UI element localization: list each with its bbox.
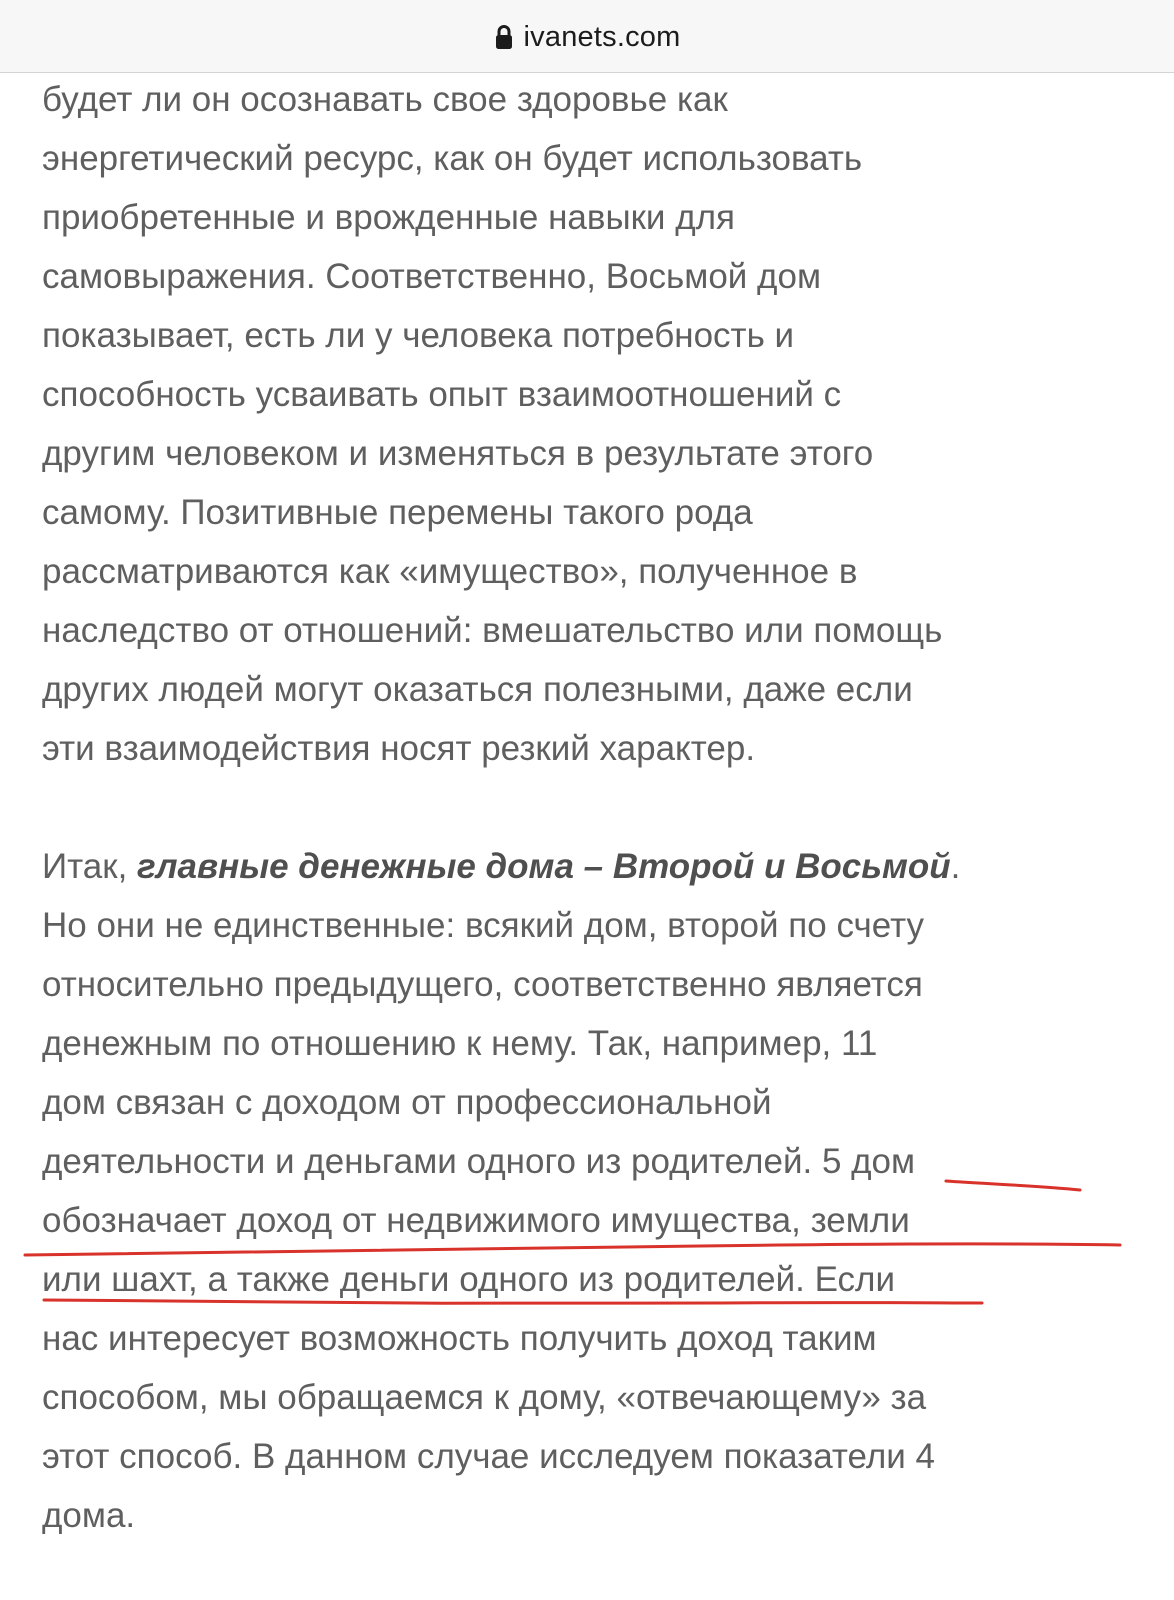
text-line: энергетический ресурс, как он будет использовать — [42, 139, 863, 178]
paragraph-spacer — [42, 778, 1122, 837]
article-body — [42, 70, 1122, 1545]
lock-icon — [494, 24, 514, 50]
text-line: другим человеком и изменяться в результате этого — [42, 434, 874, 473]
text-line: эти взаимодействия носят резкий характер. — [42, 729, 756, 768]
text-line: показывает, есть ли у человека потребность и — [42, 316, 795, 355]
text-line: относительно предыдущего, соответственно является — [42, 965, 923, 1004]
text-line: Но они не единственные: всякий дом, второй по счету — [42, 906, 925, 945]
text-line: обозначает доход от недвижимого имущества, земли — [42, 1201, 910, 1240]
text-line: способом, мы обращаемся к дому, «отвечающему» за — [42, 1378, 927, 1417]
url-text[interactable]: ivanets.com — [523, 20, 681, 53]
text-line: деятельности и деньгами одного из родителей. 5 дом — [42, 1142, 916, 1181]
intro-text: Итак, — [42, 847, 138, 886]
emphasis-text: главные денежные дома – Второй и Восьмой — [137, 847, 951, 886]
text-line: дом связан с доходом от профессиональной — [42, 1083, 772, 1122]
paragraph-money-houses — [42, 837, 1122, 1545]
address-bar[interactable] — [0, 0, 1174, 73]
text-line: других людей могут оказаться полезными, даже если — [42, 670, 913, 709]
text-line: будет ли он осознавать свое здоровье как — [42, 80, 728, 119]
text-line: рассматриваются как «имущество», полученное в — [42, 552, 858, 591]
text-line: приобретенные и врожденные навыки для — [42, 198, 735, 237]
paragraph-houses-8 — [42, 70, 1122, 778]
text-line: или шахт, а также деньги одного из родителей. Если — [42, 1260, 896, 1299]
text-line: самому. Позитивные перемены такого рода — [42, 493, 753, 532]
text-line: дома. — [42, 1496, 136, 1535]
text-line: денежным по отношению к нему. Так, например, 11 — [42, 1024, 878, 1063]
text-line: нас интересует возможность получить доход таким — [42, 1319, 877, 1358]
url-container[interactable] — [494, 19, 681, 54]
intro-end: . — [950, 847, 961, 886]
text-line: наследство от отношений: вмешательство или помощь — [42, 611, 943, 650]
text-line: самовыражения. Соответственно, Восьмой дом — [42, 257, 822, 296]
text-line: этот способ. В данном случае исследуем показатели 4 — [42, 1437, 935, 1476]
text-line: способность усваивать опыт взаимоотношений с — [42, 375, 842, 414]
text-line-intro — [42, 837, 1122, 896]
